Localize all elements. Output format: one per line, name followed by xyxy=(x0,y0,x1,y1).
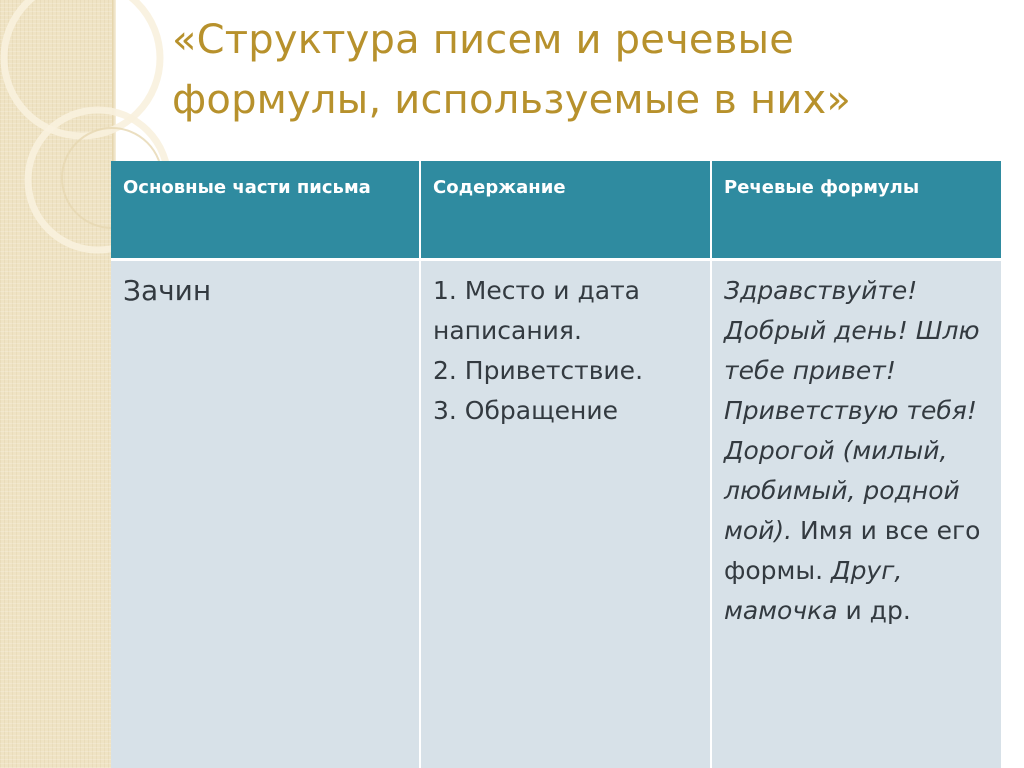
cell-part xyxy=(111,259,420,768)
content-item: 1. Место и дата написания. xyxy=(433,275,640,345)
table-row xyxy=(111,259,1001,768)
formula-greetings: Здравствуйте! Добрый день! Шлю тебе привет! Приветствую тебя! Дорогой (милый, любимый, родной мой). xyxy=(724,275,980,545)
header-main-parts: Основные части письма xyxy=(111,161,420,259)
formula-name-note: Имя и все его формы. xyxy=(724,515,981,585)
cell-content xyxy=(420,259,711,768)
content-item: 3. Обращение xyxy=(433,395,618,425)
part-name: Зачин xyxy=(123,273,212,307)
letter-structure-table xyxy=(111,161,1001,768)
cell-formulas xyxy=(711,259,1001,768)
table-header-row xyxy=(111,161,1001,259)
content-list xyxy=(433,271,698,431)
slide-title: «Структура писем и речевые формулы, используемые в них» xyxy=(172,17,852,123)
content-item: 2. Приветствие. xyxy=(433,355,644,385)
formula-examples: Друг, мамочка xyxy=(724,555,903,625)
formula-etc: и др. xyxy=(837,595,911,625)
header-speech-formulas: Речевые формулы xyxy=(711,161,1001,259)
header-content: Содержание xyxy=(420,161,711,259)
